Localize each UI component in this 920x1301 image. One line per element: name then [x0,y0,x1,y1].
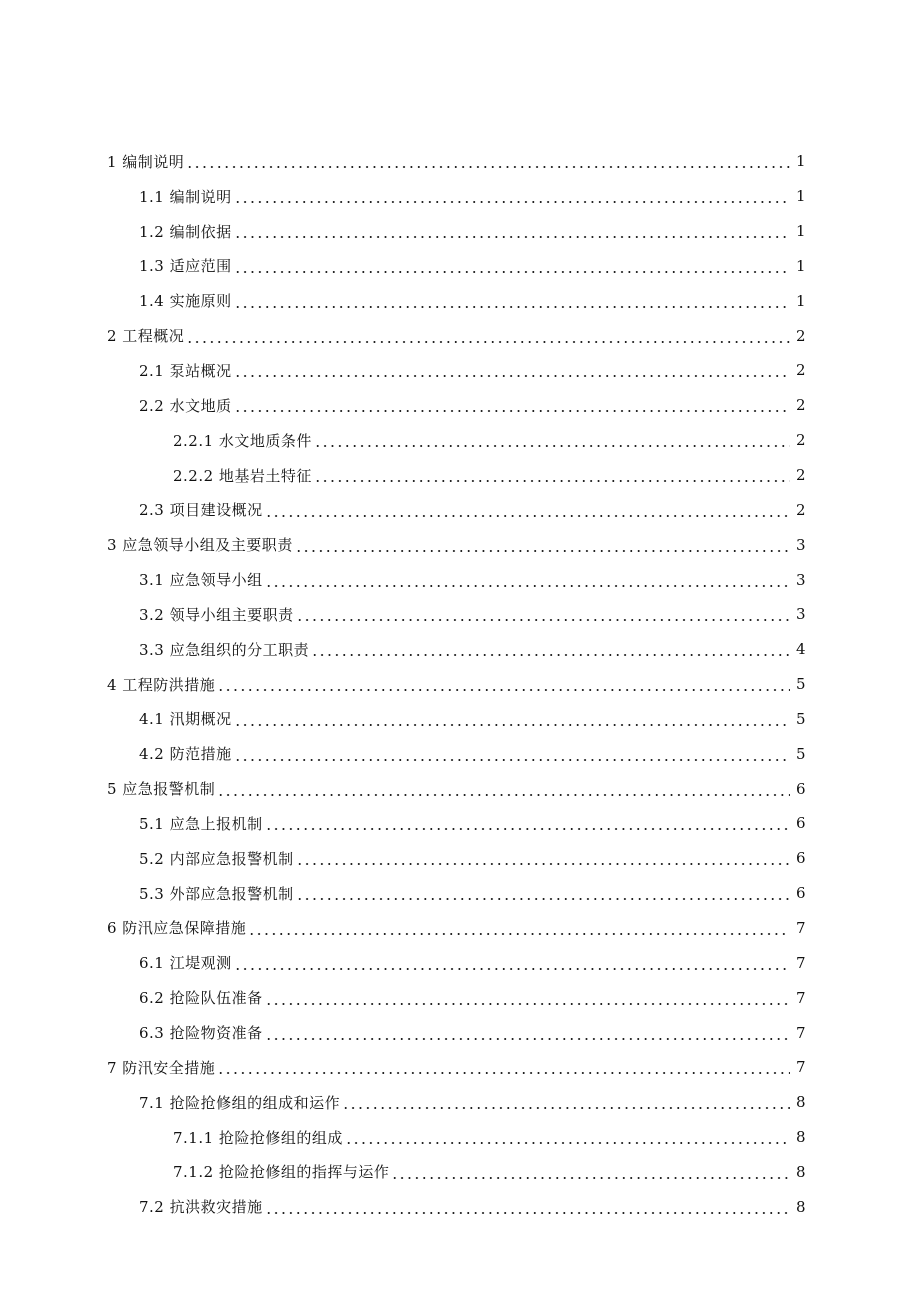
toc-entry-title: 5.3 外部应急报警机制 [139,884,294,903]
toc-page-number: 8 [795,1162,806,1181]
toc-entry[interactable] [0,841,920,876]
toc-dot-leader [186,341,790,343]
toc-entry[interactable] [0,980,920,1015]
toc-page-number: 8 [795,1197,806,1216]
toc-entry[interactable] [0,423,920,458]
toc-entry[interactable] [0,806,920,841]
toc-dot-leader [342,1107,790,1109]
toc-entry-title: 2.1 泵站概况 [139,361,232,380]
toc-entry-title: 6.2 抢险队伍准备 [139,989,263,1008]
toc-dot-leader [234,306,790,308]
toc-entry-title: 5.2 内部应急报警机制 [139,849,294,868]
toc-page-number: 5 [795,709,806,728]
toc-page-number: 6 [795,779,806,798]
toc-entry[interactable] [0,388,920,423]
toc-entry[interactable] [0,876,920,911]
toc-entry-title: 3.1 应急领导小组 [139,571,263,590]
toc-dot-leader [248,933,790,935]
toc-entry[interactable] [0,597,920,632]
toc-entry[interactable] [0,318,920,353]
toc-page-number: 1 [795,187,806,206]
toc-entry-title: 6.3 抢险物资准备 [139,1024,263,1043]
toc-page-number: 7 [795,918,806,937]
toc-entry[interactable] [0,458,920,493]
toc-entry-title: 2 工程概况 [107,327,185,346]
toc-entry[interactable] [0,353,920,388]
toc-entry-title: 7.1.1 抢险抢修组的组成 [173,1128,343,1147]
toc-entry-title: 7 防汛安全措施 [107,1058,216,1077]
toc-dot-leader [311,654,790,656]
toc-page-number: 2 [795,326,806,345]
toc-dot-leader [265,515,790,517]
toc-entry[interactable] [0,1189,920,1224]
toc-page-number: 8 [795,1093,806,1112]
toc-dot-leader [265,1038,790,1040]
toc-dot-leader [296,898,790,900]
toc-dot-leader [234,375,790,377]
toc-page-number: 7 [795,953,806,972]
toc-dot-leader [265,585,790,587]
toc-page-number: 1 [795,291,806,310]
toc-dot-leader [391,1177,790,1179]
toc-entry[interactable] [0,144,920,179]
toc-page-number: 2 [795,361,806,380]
toc-entry[interactable] [0,214,920,249]
toc-page-number: 2 [795,500,806,519]
toc-entry-title: 7.1.2 抢险抢修组的指挥与运作 [173,1163,390,1182]
toc-dot-leader [296,619,790,621]
toc-entry-title: 3 应急领导小组及主要职责 [107,536,293,555]
toc-entry[interactable] [0,632,920,667]
toc-entry-title: 1.3 适应范围 [139,257,232,276]
toc-entry-title: 7.1 抢险抢修组的组成和运作 [139,1093,341,1112]
toc-entry-title: 2.2.2 地基岩土特征 [173,466,312,485]
toc-entry-title: 2.2.1 水文地质条件 [173,431,312,450]
toc-entry[interactable] [0,249,920,284]
toc-entry-title: 4.1 汛期概况 [139,710,232,729]
toc-dot-leader [234,236,790,238]
toc-entry[interactable] [0,702,920,737]
toc-page-number: 6 [795,849,806,868]
toc-entry-title: 4 工程防洪措施 [107,675,216,694]
toc-dot-leader [234,410,790,412]
toc-entry-title: 2.3 项目建设概况 [139,501,263,520]
toc-entry[interactable] [0,1085,920,1120]
toc-entry[interactable] [0,667,920,702]
toc-page-number: 6 [795,884,806,903]
toc-entry[interactable] [0,283,920,318]
toc-entry[interactable] [0,771,920,806]
toc-dot-leader [186,166,790,168]
toc-page-number: 6 [795,814,806,833]
toc-entry-title: 1.2 编制依据 [139,222,232,241]
toc-page-number: 2 [795,431,806,450]
toc-entry[interactable] [0,562,920,597]
toc-entry-title: 2.2 水文地质 [139,396,232,415]
toc-entry-title: 1.1 编制说明 [139,187,232,206]
toc-entry[interactable] [0,945,920,980]
toc-entry[interactable] [0,1015,920,1050]
toc-dot-leader [234,759,790,761]
toc-page-number: 7 [795,988,806,1007]
toc-page-number: 5 [795,675,806,694]
toc-entry-title: 7.2 抗洪救灾措施 [139,1198,263,1217]
toc-page-number: 2 [795,396,806,415]
toc-entry-title: 1 编制说明 [107,152,185,171]
toc-dot-leader [234,271,790,273]
toc-dot-leader [265,828,790,830]
toc-page-number: 7 [795,1058,806,1077]
toc-page-number: 5 [795,744,806,763]
toc-page-number: 3 [795,570,806,589]
toc-page-number: 3 [795,605,806,624]
toc-dot-leader [296,863,790,865]
toc-entry-title: 3.3 应急组织的分工职责 [139,640,310,659]
toc-page-number: 1 [795,256,806,275]
toc-dot-leader [234,724,790,726]
toc-entry-title: 6 防汛应急保障措施 [107,919,247,938]
toc-dot-leader [217,689,790,691]
toc-dot-leader [345,1142,790,1144]
toc-page-number: 7 [795,1023,806,1042]
toc-dot-leader [234,968,790,970]
toc-entry[interactable] [0,911,920,946]
toc-entry[interactable] [0,1154,920,1189]
toc-entry[interactable] [0,736,920,771]
toc-entry[interactable] [0,179,920,214]
table-of-contents [0,144,920,1224]
toc-page-number: 3 [795,535,806,554]
toc-dot-leader [265,1212,790,1214]
toc-entry[interactable] [0,1120,920,1155]
toc-dot-leader [314,445,790,447]
toc-entry-title: 5 应急报警机制 [107,780,216,799]
toc-page-number: 4 [795,640,806,659]
toc-entry-title: 3.2 领导小组主要职责 [139,605,294,624]
toc-page-number: 1 [795,222,806,241]
toc-entry[interactable] [0,527,920,562]
toc-dot-leader [234,201,790,203]
toc-dot-leader [217,794,790,796]
toc-page-number: 8 [795,1128,806,1147]
toc-entry-title: 6.1 江堤观测 [139,954,232,973]
toc-dot-leader [217,1072,790,1074]
toc-entry[interactable] [0,492,920,527]
toc-page-number: 1 [795,152,806,171]
toc-entry[interactable] [0,1050,920,1085]
toc-dot-leader [295,550,790,552]
toc-dot-leader [265,1003,790,1005]
toc-dot-leader [314,480,790,482]
toc-entry-title: 4.2 防范措施 [139,745,232,764]
toc-page-number: 2 [795,466,806,485]
toc-entry-title: 5.1 应急上报机制 [139,814,263,833]
toc-entry-title: 1.4 实施原则 [139,292,232,311]
